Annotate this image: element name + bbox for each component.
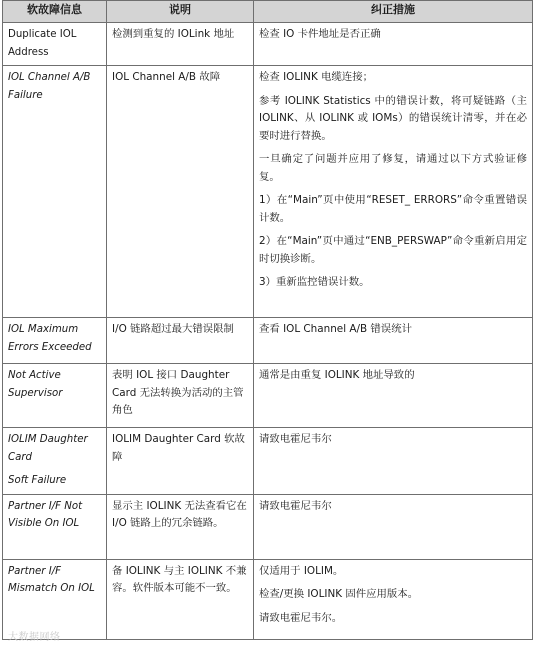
fault-line: Failure	[8, 89, 43, 101]
fault-line: IOLIM Daughter	[8, 434, 88, 445]
fault-cell	[3, 23, 107, 66]
action-text: 通常是由重复 IOLINK 地址导致的	[259, 369, 415, 381]
fault-cell	[3, 364, 107, 428]
soft-fault-table	[2, 0, 533, 640]
table-row	[3, 494, 533, 559]
fault-line: Errors Exceeded	[8, 341, 92, 353]
action-text: 请致电霍尼韦尔	[259, 433, 332, 445]
fault-line: IOL Maximum	[8, 324, 79, 335]
fault-line: IOL Channel A/B	[8, 72, 91, 83]
fault-cell	[3, 428, 107, 495]
action-text: 参考 IOLINK Statistics 中的错误计数，将可疑链路（主 IOLINK、从 IOLINK 或 IOMs）的错误统计清零，并在必要时进行替换。	[259, 94, 527, 142]
table-row	[3, 428, 533, 495]
watermark-text: 大数据网络	[8, 632, 61, 643]
fault-line: Soft Failure	[8, 475, 67, 486]
fault-cell	[3, 66, 107, 318]
description-cell: 显示主 IOLINK 无法查看它在 I/O 链路上的冗余链路。	[107, 494, 254, 559]
action-text: 仅适用于 IOLIM。	[259, 564, 344, 577]
header-action: 纠正措施	[254, 1, 533, 23]
header-row	[3, 1, 533, 23]
header-fault: 软故障信息	[3, 1, 107, 23]
action-text: 3）重新监控错误计数。	[259, 276, 370, 288]
description-cell: I/O 链路超过最大错误限制	[107, 318, 254, 364]
action-text: 请致电霍尼韦尔	[259, 499, 332, 512]
action-text: 请致电霍尼韦尔。	[259, 611, 343, 624]
fault-cell	[3, 318, 107, 364]
fault-line: Duplicate IOL	[8, 29, 77, 40]
action-cell	[254, 23, 533, 66]
action-cell	[254, 318, 533, 364]
action-text: 1）在“Main”页中使用“RESET_ ERRORS”命令重置错误计数。	[259, 194, 527, 224]
action-text: 检查/更换 IOLINK 固件应用版本。	[259, 588, 419, 600]
action-cell	[254, 428, 533, 495]
action-cell	[254, 494, 533, 559]
description-cell: 表明 IOL 接口 Daughter Card 无法转换为活动的主管角色	[107, 364, 254, 428]
table-row	[3, 318, 533, 364]
fault-line: Partner I/F	[8, 565, 62, 577]
fault-line: Visible On IOL	[8, 518, 80, 529]
fault-line: Card	[8, 451, 33, 463]
description-cell: IOLIM Daughter Card 软故障	[107, 428, 254, 495]
description-cell: 备 IOLINK 与主 IOLINK 不兼容。软件版本可能不一致。	[107, 559, 254, 639]
action-text: 一旦确定了问题并应用了修复，请通过以下方式验证修复。	[259, 153, 527, 183]
fault-line: Mismatch On IOL	[8, 583, 95, 594]
fault-cell	[3, 559, 107, 639]
fault-line: Not Active	[8, 370, 61, 381]
description-cell: IOL Channel A/B 故障	[107, 66, 254, 318]
table-row	[3, 559, 533, 639]
table-row	[3, 23, 533, 66]
fault-cell	[3, 494, 107, 559]
action-cell	[254, 364, 533, 428]
fault-line: Address	[8, 46, 49, 58]
action-text: 2）在“Main”页中通过“ENB_PERSWAP”命令重新启用定时切换诊断。	[259, 235, 527, 265]
action-text: 查看 IOL Channel A/B 错误统计	[259, 323, 412, 335]
fault-line: Partner I/F Not	[8, 500, 83, 512]
table-row	[3, 66, 533, 318]
action-cell	[254, 66, 533, 318]
action-text: 检查 IOLINK 电缆连接；	[259, 71, 374, 83]
watermark	[8, 628, 61, 643]
action-text: 检查 IO 卡件地址是否正确	[259, 28, 381, 40]
table-row	[3, 364, 533, 428]
description-cell: 检测到重复的 IOLink 地址	[107, 23, 254, 66]
fault-line: Supervisor	[8, 387, 63, 399]
header-description: 说明	[107, 1, 254, 23]
action-cell	[254, 559, 533, 639]
